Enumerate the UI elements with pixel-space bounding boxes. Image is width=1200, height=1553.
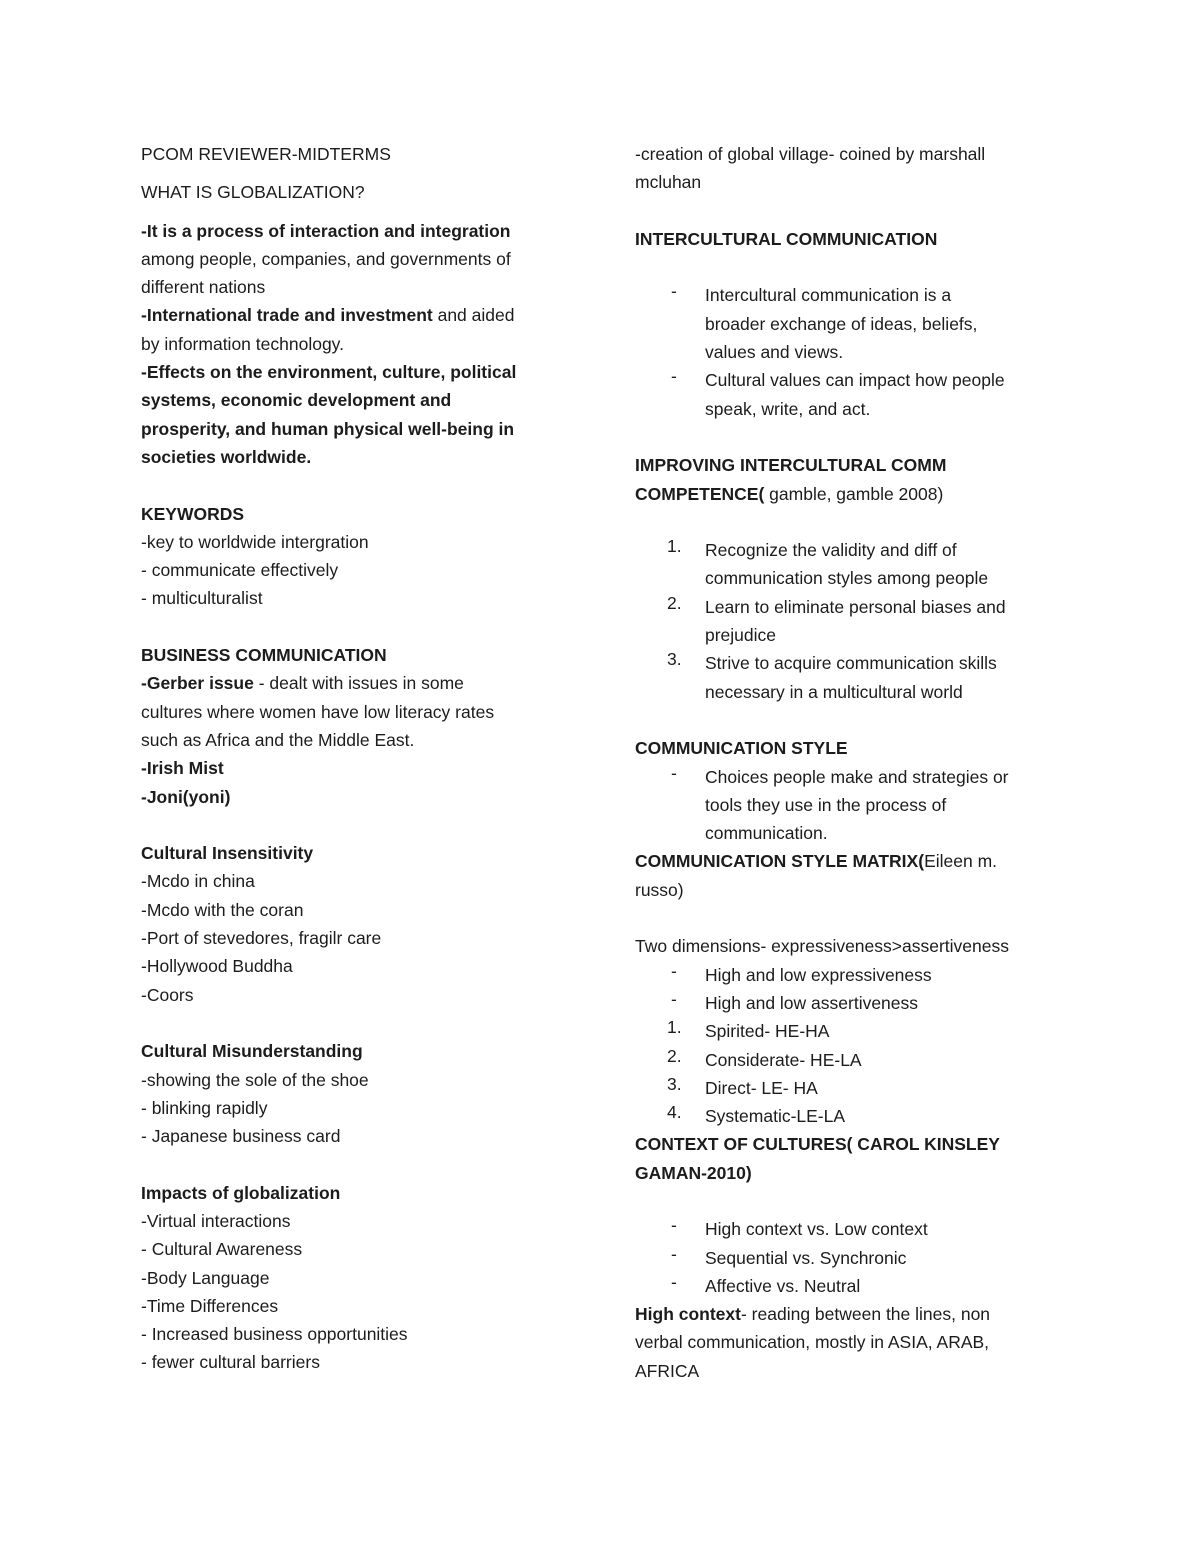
impact-item: -Body Language — [141, 1267, 270, 1288]
keyword-item: -key to worldwide intergration — [141, 531, 369, 552]
list-item-text: Direct- LE- HA — [705, 1077, 818, 1098]
insensitivity-item: -Mcdo with the coran — [141, 899, 304, 920]
misunderstanding-item: - Japanese business card — [141, 1126, 341, 1147]
impact-item: -Virtual interactions — [141, 1210, 291, 1231]
item-number: 3. — [667, 1073, 682, 1094]
list-item — [635, 961, 1065, 989]
definition-line: societies worldwide. — [141, 446, 312, 467]
list-item — [635, 763, 1065, 848]
definition-line: -Effects on the environment, culture, political — [141, 362, 517, 383]
list-item-text: communication styles among people — [705, 568, 989, 589]
dash-bullet: - — [671, 1271, 677, 1292]
list-item-text: Spirited- HE-HA — [705, 1021, 830, 1042]
list-item-text: Sequential vs. Synchronic — [705, 1247, 907, 1268]
high-context-line — [635, 1300, 1065, 1328]
insensitivity-item: -Hollywood Buddha — [141, 956, 293, 977]
list-item-text: communication. — [705, 823, 828, 844]
dash-bullet: - — [671, 1215, 677, 1236]
list-item-text: tools they use in the process of — [705, 794, 947, 815]
high-context-text: - reading between the lines, non — [740, 1304, 991, 1325]
definition-line — [141, 301, 581, 329]
context-of-cultures-heading: CONTEXT OF CULTURES( CAROL KINSLEY — [635, 1134, 1000, 1155]
list-item-text: Learn to eliminate personal biases and — [705, 596, 1006, 617]
item-number: 1. — [667, 536, 682, 557]
list-item — [635, 1272, 1065, 1300]
list-item-text: Strive to acquire communication skills — [705, 653, 997, 674]
competence-citation: gamble, gamble 2008) — [764, 483, 944, 504]
definition-line: by information technology. — [141, 333, 344, 354]
numbered-item — [635, 1046, 1065, 1074]
impacts-heading: Impacts of globalization — [141, 1182, 341, 1203]
misunderstanding-item: -showing the sole of the shoe — [141, 1069, 369, 1090]
style-matrix-author-line: russo) — [635, 879, 684, 900]
numbered-item — [635, 649, 1065, 706]
item-number: 1. — [667, 1017, 682, 1038]
list-item-text: High context vs. Low context — [705, 1219, 928, 1240]
list-item — [635, 1244, 1065, 1272]
improving-heading: IMPROVING INTERCULTURAL COMM — [635, 455, 947, 476]
list-item — [635, 281, 1065, 366]
item-number: 2. — [667, 592, 682, 613]
impact-item: - fewer cultural barriers — [141, 1352, 320, 1373]
list-item-text: High and low expressiveness — [705, 964, 932, 985]
list-item-text: broader exchange of ideas, beliefs, — [705, 313, 978, 334]
dash-bullet: - — [671, 960, 677, 981]
global-village-line: -creation of global village- coined by marshall — [635, 144, 986, 164]
competence-label: COMPETENCE( — [635, 483, 765, 504]
insensitivity-item: -Mcdo in china — [141, 871, 255, 892]
high-context-label: High context — [635, 1304, 741, 1325]
high-context-line: verbal communication, mostly in ASIA, ARAB, — [635, 1332, 990, 1353]
context-of-cultures-heading: GAMAN-2010) — [635, 1162, 752, 1183]
impact-item: -Time Differences — [141, 1295, 279, 1316]
numbered-item — [635, 536, 1065, 593]
impact-item: - Increased business opportunities — [141, 1324, 408, 1345]
numbered-item — [635, 1017, 1065, 1045]
definition-line: -It is a process of interaction and integration — [141, 220, 511, 241]
list-item-text: Affective vs. Neutral — [705, 1275, 861, 1296]
left-column — [141, 140, 581, 1377]
two-dimensions-line: Two dimensions- expressiveness>assertiveness — [635, 936, 1009, 957]
keyword-item: - communicate effectively — [141, 560, 339, 581]
improving-heading-line — [635, 480, 1065, 508]
business-line: cultures where women have low literacy rates — [141, 701, 495, 722]
definition-line: among people, companies, and governments of — [141, 248, 511, 269]
item-number: 4. — [667, 1102, 682, 1123]
dash-bullet: - — [671, 281, 677, 302]
list-item-text: Intercultural communication is a — [705, 285, 952, 306]
high-context-line: AFRICA — [635, 1360, 700, 1381]
insensitivity-item: -Coors — [141, 984, 194, 1005]
item-number: 2. — [667, 1045, 682, 1066]
business-text: - dealt with issues in some — [253, 673, 464, 694]
definition-line: prosperity, and human physical well-being in — [141, 418, 515, 439]
keyword-item: - multiculturalist — [141, 588, 263, 609]
globalization-question: WHAT IS GLOBALIZATION? — [141, 182, 365, 203]
list-item — [635, 1215, 1065, 1243]
global-village-line: mcluhan — [635, 172, 702, 193]
business-communication-heading: BUSINESS COMMUNICATION — [141, 645, 387, 666]
item-number: 3. — [667, 649, 682, 670]
business-line: -Joni(yoni) — [141, 786, 231, 807]
list-item-text: Considerate- HE-LA — [705, 1049, 862, 1070]
intercultural-heading: INTERCULTURAL COMMUNICATION — [635, 228, 938, 249]
definition-line: systems, economic development and — [141, 390, 452, 411]
list-item-text: Choices people make and strategies or — [705, 766, 1009, 787]
definition-bold-text: -International trade and investment — [141, 305, 433, 326]
style-matrix-heading — [635, 847, 1065, 875]
business-line: such as Africa and the Middle East. — [141, 729, 415, 750]
numbered-item — [635, 593, 1065, 650]
dash-bullet: - — [671, 366, 677, 387]
list-item-text: necessary in a multicultural world — [705, 681, 963, 702]
numbered-item — [635, 1074, 1065, 1102]
list-item-text: Cultural values can impact how people — [705, 370, 1005, 391]
business-line — [141, 669, 581, 697]
list-item-text: prejudice — [705, 625, 777, 646]
impact-item: - Cultural Awareness — [141, 1239, 303, 1260]
list-item-text: values and views. — [705, 342, 844, 363]
insensitivity-item: -Port of stevedores, fragilr care — [141, 928, 382, 949]
keywords-heading: KEYWORDS — [141, 503, 245, 524]
definition-text: and aided — [432, 305, 515, 326]
dash-bullet: - — [671, 1243, 677, 1264]
dash-bullet: - — [671, 988, 677, 1009]
list-item — [635, 366, 1065, 423]
business-line: -Irish Mist — [141, 758, 224, 779]
misunderstanding-item: - blinking rapidly — [141, 1097, 268, 1118]
right-column — [635, 140, 1065, 1385]
dash-bullet: - — [671, 762, 677, 783]
numbered-item — [635, 1102, 1065, 1130]
definition-line: different nations — [141, 277, 266, 298]
list-item — [635, 989, 1065, 1017]
gerber-issue-label: -Gerber issue — [141, 673, 254, 694]
document-title: PCOM REVIEWER-MIDTERMS — [141, 144, 391, 164]
style-matrix-label: COMMUNICATION STYLE MATRIX( — [635, 851, 925, 872]
style-matrix-author: Eileen m. — [924, 851, 998, 872]
communication-style-heading: COMMUNICATION STYLE — [635, 738, 848, 759]
list-item-text: speak, write, and act. — [705, 398, 871, 419]
list-item-text: Recognize the validity and diff of — [705, 540, 957, 561]
cultural-insensitivity-heading: Cultural Insensitivity — [141, 843, 314, 864]
cultural-misunderstanding-heading: Cultural Misunderstanding — [141, 1041, 363, 1062]
list-item-text: High and low assertiveness — [705, 992, 919, 1013]
list-item-text: Systematic-LE-LA — [705, 1106, 846, 1127]
